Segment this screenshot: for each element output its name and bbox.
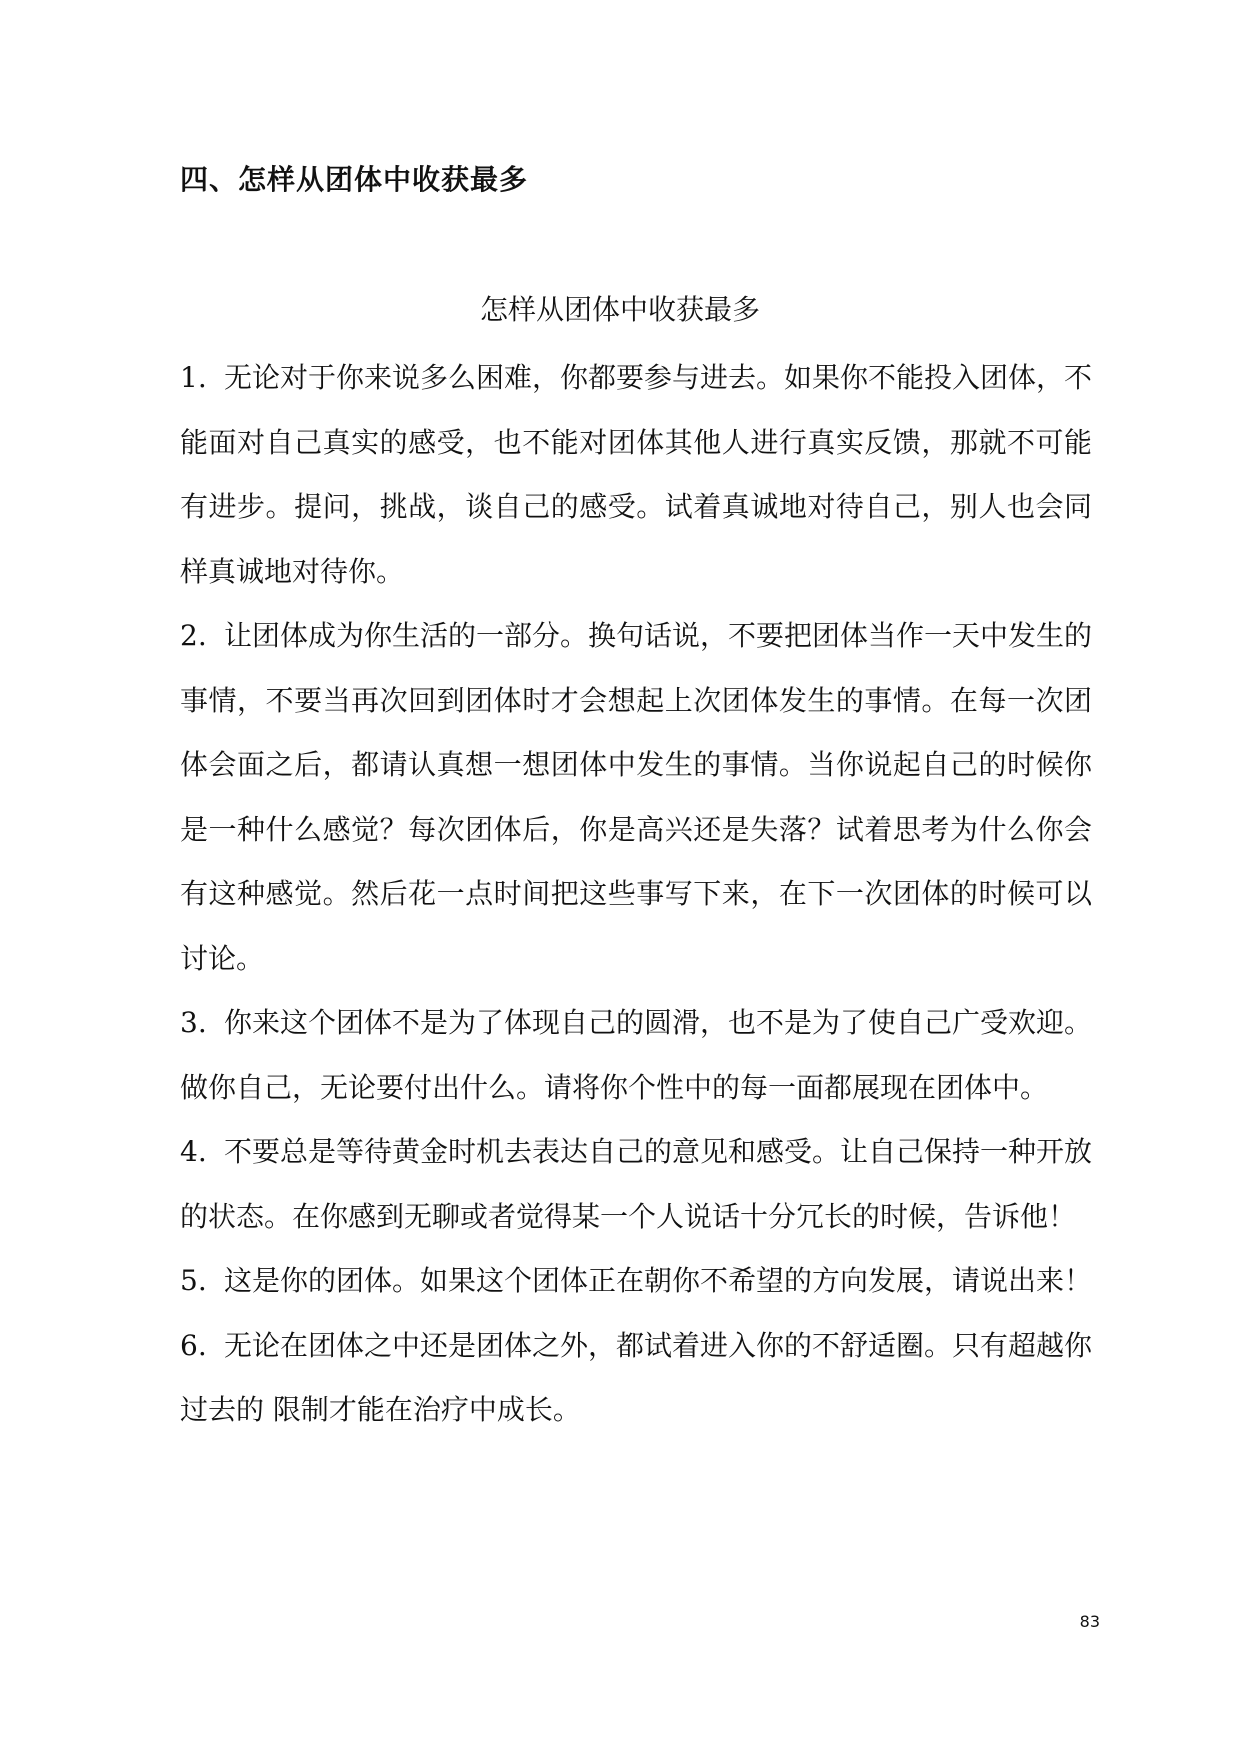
page-number: 83 xyxy=(1079,1612,1100,1631)
list-item-6 xyxy=(180,1314,1092,1443)
item-text: 无论对于你来说多么困难，你都要参与进去。如果你不能投入团体，不能面对自己真实的感受，也不能对团体其他人进行真实反馈，那就不可能有进步。提问，挑战，谈自己的感受。试着真诚地对待自己，别人也会同样真诚地对待你。 xyxy=(180,361,1093,588)
item-number: 6. xyxy=(180,1328,207,1362)
item-number: 1. xyxy=(180,361,207,394)
item-text: 让团体成为你生活的一部分。换句话说，不要把团体当作一天中发生的事情，不要当再次回到团体时才会想起上次团体发生的事情。在每一次团体会面之后，都请认真想一想团体中发生的事情。当你说起自己的时候你是一种什么感觉？每次团体后，你是高兴还是失落？试着思考为什么你会有这种感觉。然后花一点时间把这些事写下来，在下一次团体的时候可以讨论。 xyxy=(180,619,1093,975)
item-text: 不要总是等待黄金时机去表达自己的意见和感受。让自己保持一种开放的状态。在你感到无聊或者觉得某一个人说话十分冗长的时候，告诉他！ xyxy=(180,1135,1093,1233)
item-number: 3. xyxy=(180,1006,207,1039)
item-text: 你来这个团体不是为了体现自己的圆滑，也不是为了使自己广受欢迎。做你自己，无论要付出什么。请将你个性中的每一面都展现在团体中。 xyxy=(180,1006,1093,1104)
item-text: 这是你的团体。如果这个团体正在朝你不希望的方向发展，请说出来！ xyxy=(224,1264,1093,1297)
item-text: 无论在团体之中还是团体之外，都试着进入你的不舒适圈。只有超越你过去的 限制才能在治疗中成长。 xyxy=(180,1328,1093,1426)
body-text xyxy=(180,346,1092,1443)
list-item-4 xyxy=(180,1120,1092,1249)
list-item-2 xyxy=(180,604,1092,991)
section-heading: 四、怎样从团体中收获最多 xyxy=(180,163,529,196)
list-item-1 xyxy=(180,346,1092,604)
document-title: 怎样从团体中收获最多 xyxy=(479,293,760,326)
list-item-3 xyxy=(180,991,1092,1120)
item-number: 4. xyxy=(180,1135,207,1168)
list-item-5 xyxy=(180,1249,1092,1314)
item-number: 2. xyxy=(180,619,207,652)
item-number: 5. xyxy=(180,1264,207,1297)
